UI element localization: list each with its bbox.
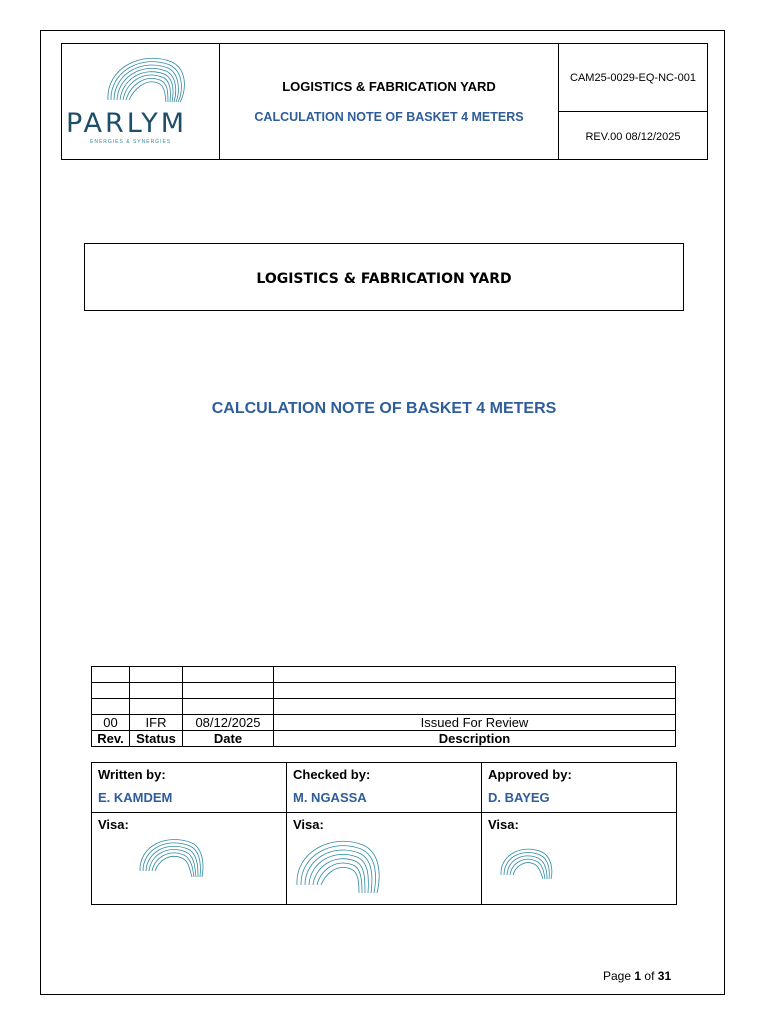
rev-cell	[92, 683, 130, 699]
date-cell	[183, 699, 274, 715]
status-cell	[130, 699, 183, 715]
checked-by-column	[287, 763, 482, 904]
status-header: Status	[130, 731, 183, 747]
signature-divider	[92, 812, 676, 813]
page-current: 1	[634, 969, 642, 983]
description-cell	[274, 683, 676, 699]
rev-cell	[92, 699, 130, 715]
approved-visa-label: Visa:	[488, 817, 519, 832]
description-cell: Issued For Review	[274, 715, 676, 731]
description-cell	[274, 667, 676, 683]
table-row	[92, 667, 676, 683]
signature-table	[91, 762, 677, 905]
reference-cell	[559, 44, 707, 112]
date-cell	[183, 667, 274, 683]
rev-cell: 00	[92, 715, 130, 731]
written-by-name: E. KAMDEM	[98, 790, 173, 805]
signature-stamp-icon	[136, 831, 208, 881]
approved-by-label: Approved by:	[488, 767, 572, 782]
rev-header: Rev.	[92, 731, 130, 747]
revision-cell	[559, 112, 707, 159]
parlym-logo-icon	[102, 48, 192, 106]
description-cell	[274, 699, 676, 715]
signature-stamp-icon	[293, 831, 385, 897]
header-document-title: CALCULATION NOTE OF BASKET 4 METERS	[254, 110, 524, 124]
document-header	[61, 43, 708, 160]
logo-cell	[62, 44, 220, 159]
checked-visa-label: Visa:	[293, 817, 324, 832]
project-title: LOGISTICS & FABRICATION YARD	[256, 271, 512, 287]
approved-by-name: D. BAYEG	[488, 790, 550, 805]
description-header: Description	[274, 731, 676, 747]
signature-stamp-icon	[498, 843, 556, 881]
approved-by-column	[482, 763, 676, 904]
date-cell	[183, 683, 274, 699]
revision-table	[91, 666, 676, 747]
table-row	[92, 715, 676, 731]
status-cell	[130, 667, 183, 683]
brand-name: PARLYM	[66, 108, 188, 139]
main-title: CALCULATION NOTE OF BASKET 4 METERS	[211, 400, 557, 417]
status-cell	[130, 683, 183, 699]
checked-by-label: Checked by:	[293, 767, 371, 782]
table-row	[92, 683, 676, 699]
status-cell: IFR	[130, 715, 183, 731]
table-header-row	[92, 731, 676, 747]
written-visa-label: Visa:	[98, 817, 129, 832]
page-label: Page	[603, 969, 632, 983]
header-project-title: LOGISTICS & FABRICATION YARD	[282, 79, 496, 94]
page-number	[603, 969, 671, 983]
written-by-column	[92, 763, 287, 904]
written-by-label: Written by:	[98, 767, 166, 782]
document-reference: CAM25-0029-EQ-NC-001	[570, 72, 696, 84]
page-total: 31	[657, 969, 672, 983]
document-revision: REV.00 08/12/2025	[585, 131, 681, 143]
project-title-box	[84, 243, 684, 311]
header-title-cell	[220, 44, 559, 159]
brand-tagline: ENERGIES & SYNERGIES	[90, 139, 172, 145]
date-header: Date	[183, 731, 274, 747]
date-cell: 08/12/2025	[183, 715, 274, 731]
page-of: of	[644, 969, 655, 983]
checked-by-name: M. NGASSA	[293, 790, 367, 805]
rev-cell	[92, 667, 130, 683]
table-row	[92, 699, 676, 715]
